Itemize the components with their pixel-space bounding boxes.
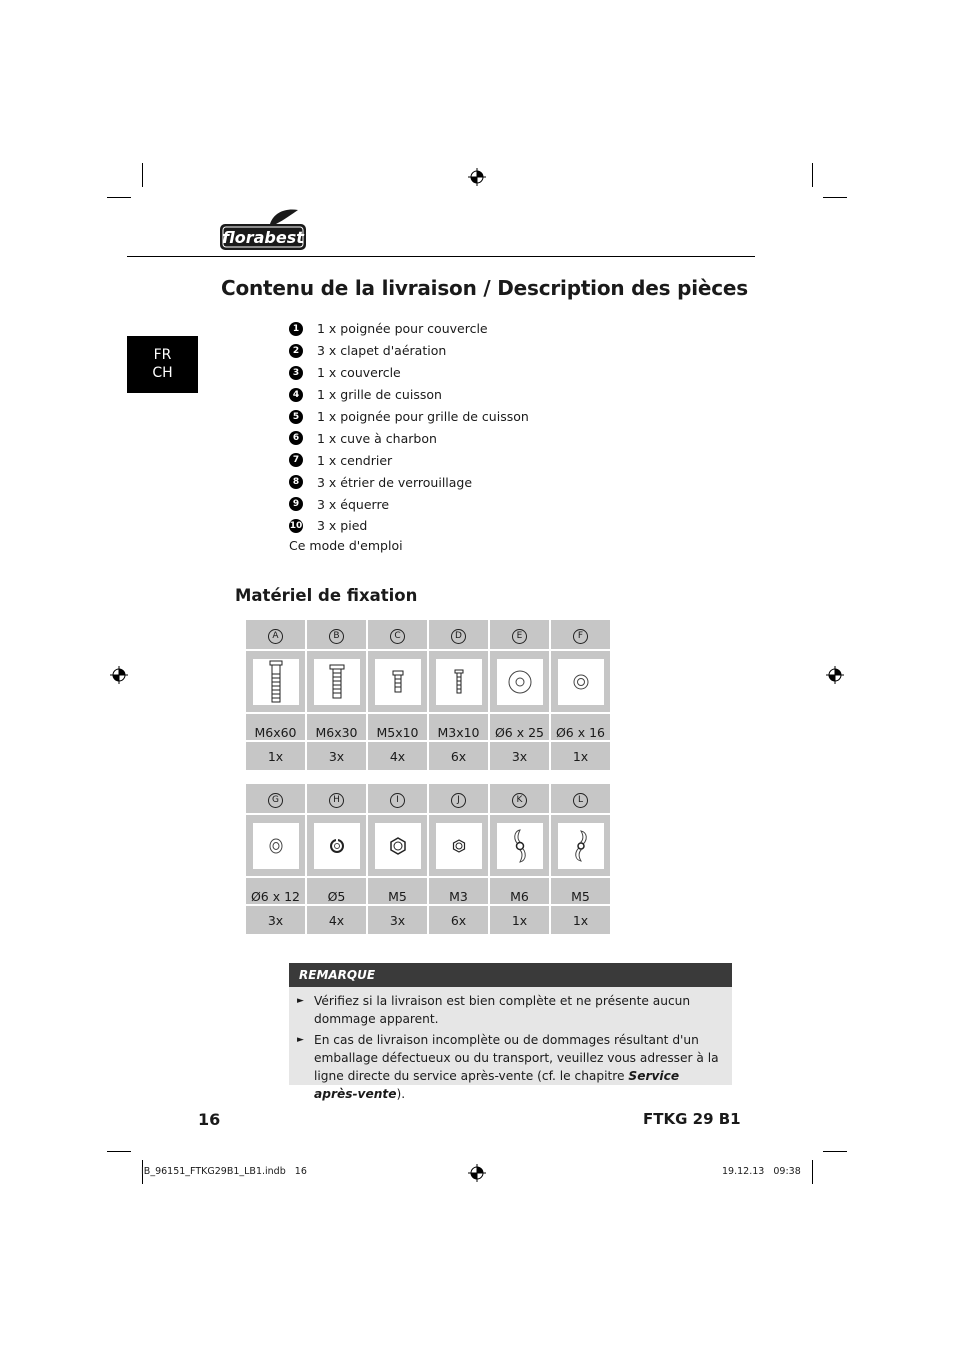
hardware-table [244, 618, 612, 772]
part-text: 1 x cendrier [317, 452, 393, 468]
list-item [289, 515, 529, 537]
arrow-icon: ► [297, 996, 304, 1006]
crop-mark [812, 1160, 813, 1184]
letter-L: L [573, 793, 588, 808]
part-text: 1 x poignée pour grille de cuisson [317, 409, 529, 424]
part-text: 3 x équerre [317, 496, 390, 512]
list-item [289, 362, 529, 384]
arrow-icon: ► [297, 1035, 304, 1045]
wing-nut-icon [497, 823, 543, 869]
hardware-spec: M3x10 [428, 713, 489, 741]
registration-mark-icon [468, 1164, 486, 1182]
hardware-letter-cell [306, 619, 367, 650]
part-text: 1 x poignée pour couvercle [317, 321, 488, 337]
hardware-qty: 3x [367, 905, 428, 935]
florabest-logo [218, 208, 308, 252]
part-number-badge: 6 [289, 431, 303, 445]
bolt-icon [314, 659, 360, 705]
model-number: FTKG 29 B1 [643, 1110, 741, 1128]
letter-F: F [573, 629, 588, 644]
hardware-letter-cell [428, 619, 489, 650]
part-number-badge: 2 [289, 344, 303, 358]
small-washer-icon [253, 823, 299, 869]
list-item [289, 406, 529, 428]
registration-mark-icon [468, 168, 486, 186]
hardware-spec: M5x10 [367, 713, 428, 741]
hardware-spec: Ø6 x 25 [489, 713, 550, 741]
crop-mark [107, 1151, 131, 1152]
crop-mark [823, 197, 847, 198]
part-text: 3 x pied [317, 518, 368, 534]
note-heading: REMARQUE [289, 963, 732, 987]
hardware-qty: 4x [306, 905, 367, 935]
letter-K: K [512, 793, 527, 808]
large-washer-icon [497, 659, 543, 705]
letter-B: B [329, 629, 344, 644]
letter-J: J [451, 793, 466, 808]
hardware-spec: Ø6 x 12 [245, 877, 306, 905]
logo-text: florabest [222, 228, 304, 247]
hardware-qty: 3x [489, 741, 550, 771]
footer-date: 19.12.13 09:38 [722, 1166, 801, 1177]
note-link-text: Service après-vente [314, 1069, 680, 1101]
crop-mark [812, 163, 813, 187]
hex-nut-icon [375, 823, 421, 869]
hardware-letter-cell [306, 783, 367, 814]
hardware-letter-cell [428, 783, 489, 814]
hardware-letter-cell [550, 783, 611, 814]
wing-nut-icon [558, 823, 604, 869]
list-item [289, 493, 529, 515]
letter-A: A [268, 629, 283, 644]
manual-item: Ce mode d'emploi [289, 538, 403, 553]
hardware-spec: M6x30 [306, 713, 367, 741]
language-fr: FR [153, 347, 172, 363]
letter-I: I [390, 793, 405, 808]
crop-mark [107, 197, 131, 198]
footer-file: IB_96151_FTKG29B1_LB1.indb 16 [141, 1166, 307, 1177]
note-text: En cas de livraison incomplète ou de dommages résultant d'un emballage défectueux ou du transport, veuillez vous adresser à la ligne directe du service après-vente (cf. le chapitre [314, 1033, 719, 1083]
hardware-spec: M3 [428, 877, 489, 905]
hardware-spec: Ø6 x 16 [550, 713, 611, 741]
part-text: 3 x clapet d'aération [317, 343, 447, 359]
hardware-qty: 3x [306, 741, 367, 771]
part-number-badge: 10 [289, 520, 303, 531]
hardware-qty: 3x [245, 905, 306, 935]
header-rule [127, 256, 755, 257]
note-item [289, 992, 732, 1028]
hardware-letter-cell [367, 619, 428, 650]
spring-washer-icon [314, 823, 360, 869]
letter-H: H [329, 793, 344, 808]
crop-mark [142, 163, 143, 187]
letter-G: G [268, 793, 283, 808]
language-tab [127, 336, 198, 393]
hardware-section-title: Matériel de fixation [235, 586, 418, 605]
note-text-end: ). [396, 1087, 406, 1101]
hardware-letter-cell [489, 619, 550, 650]
letter-C: C [390, 629, 405, 644]
note-box [289, 963, 732, 1101]
washer-icon [558, 659, 604, 705]
short-bolt-icon [375, 659, 421, 705]
list-item [289, 318, 529, 340]
registration-mark-icon [826, 666, 844, 684]
hardware-letter-cell [550, 619, 611, 650]
hardware-spec: M6 [489, 877, 550, 905]
hardware-qty: 6x [428, 905, 489, 935]
hardware-spec: M6x60 [245, 713, 306, 741]
parts-list [289, 318, 529, 537]
hardware-qty: 1x [550, 741, 611, 771]
long-bolt-icon [253, 659, 299, 705]
part-number-badge: 9 [289, 497, 303, 511]
hardware-letter-cell [367, 783, 428, 814]
language-ch: CH [152, 365, 173, 381]
page-title: Contenu de la livraison / Description des pièces [221, 276, 748, 300]
part-text: 1 x grille de cuisson [317, 387, 442, 403]
part-number-badge: 4 [289, 388, 303, 402]
part-number-badge: 8 [289, 475, 303, 489]
list-item [289, 427, 529, 449]
part-number-badge: 3 [289, 366, 303, 380]
hardware-qty: 4x [367, 741, 428, 771]
hardware-qty: 1x [550, 905, 611, 935]
part-number-badge: 1 [289, 322, 303, 336]
registration-mark-icon [110, 666, 128, 684]
note-item [289, 1031, 732, 1103]
hardware-spec: M5 [367, 877, 428, 905]
hardware-qty: 1x [489, 905, 550, 935]
hardware-spec: Ø5 [306, 877, 367, 905]
part-text: 1 x cuve à charbon [317, 430, 437, 446]
letter-D: D [451, 629, 466, 644]
hardware-letter-cell [245, 783, 306, 814]
hardware-qty: 6x [428, 741, 489, 771]
list-item [289, 340, 529, 362]
page-number: 16 [198, 1110, 221, 1129]
list-item [289, 449, 529, 471]
letter-E: E [512, 629, 527, 644]
hardware-letter-cell [489, 783, 550, 814]
hardware-spec: M5 [550, 877, 611, 905]
hardware-table [244, 782, 612, 936]
list-item [289, 471, 529, 493]
small-screw-icon [436, 659, 482, 705]
part-number-badge: 7 [289, 453, 303, 467]
part-number-badge: 5 [289, 410, 303, 424]
hardware-letter-cell [245, 619, 306, 650]
part-text: 3 x étrier de verrouillage [317, 474, 473, 490]
crop-mark [823, 1151, 847, 1152]
list-item [289, 384, 529, 406]
hardware-qty: 1x [245, 741, 306, 771]
note-text: Vérifiez si la livraison est bien complète et ne présente aucun dommage apparent. [314, 994, 691, 1026]
small-hex-nut-icon [436, 823, 482, 869]
part-text: 1 x couvercle [317, 365, 401, 381]
